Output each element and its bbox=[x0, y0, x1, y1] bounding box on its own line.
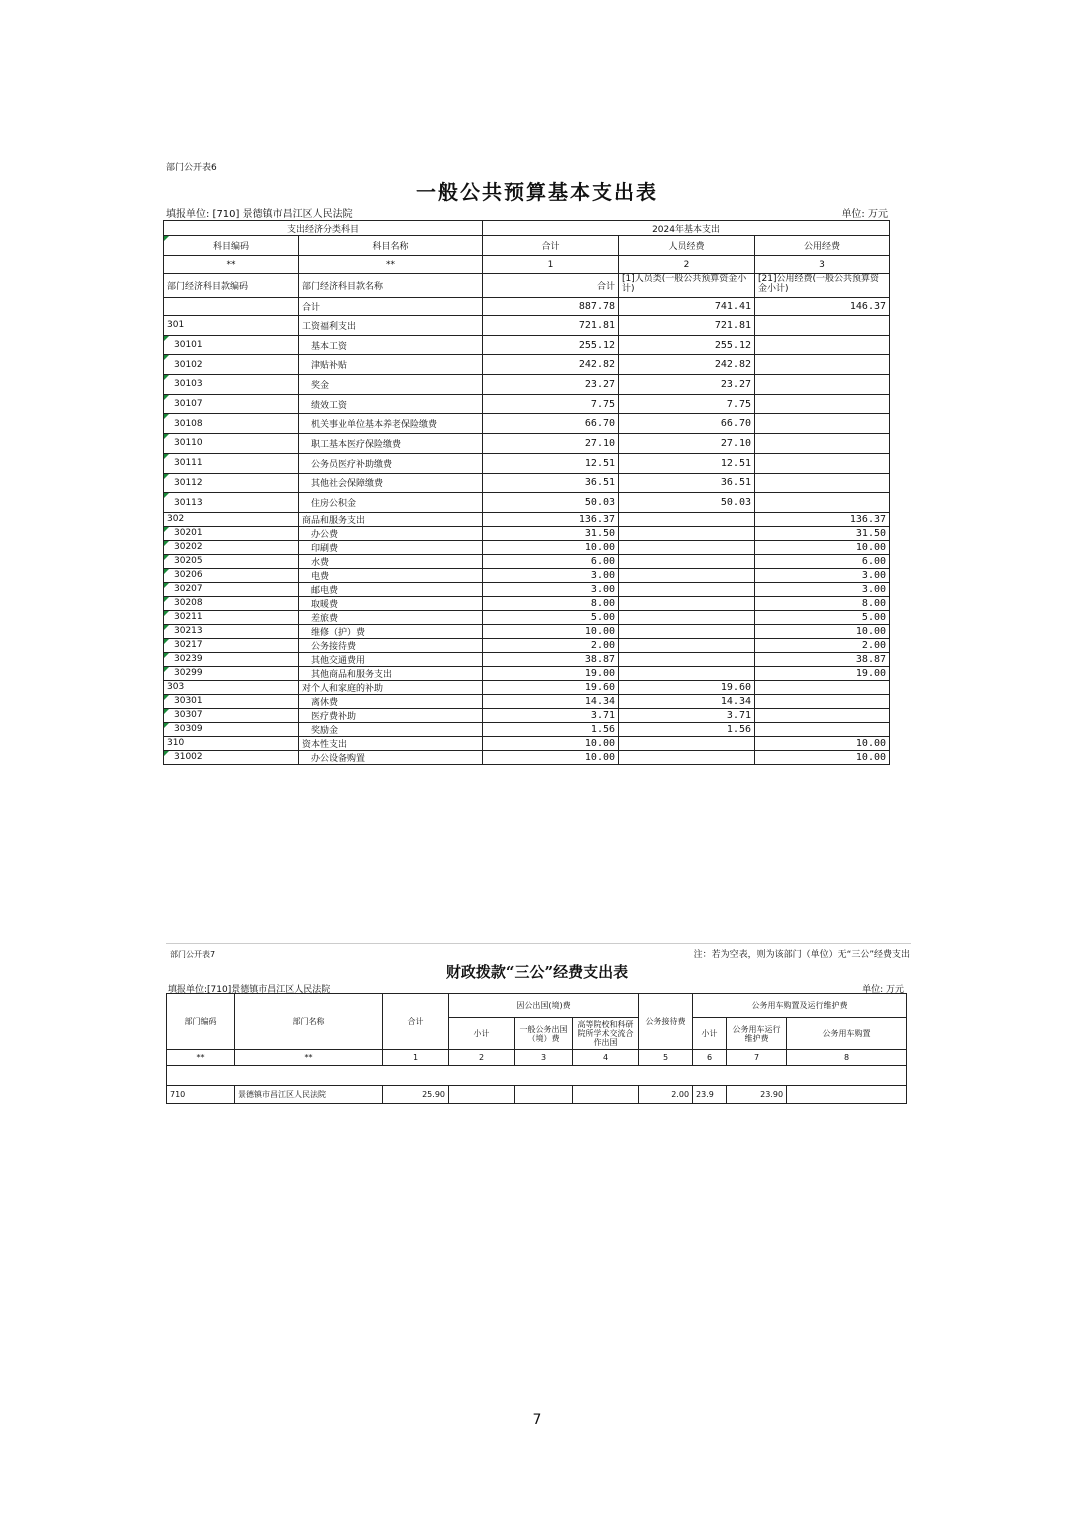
table-row bbox=[164, 453, 890, 473]
t6-cell-personnel: 19.60 bbox=[619, 680, 755, 694]
t6-cell-public: 31.50 bbox=[755, 526, 890, 540]
table-row bbox=[164, 610, 890, 624]
t6-h-total: 合计 bbox=[483, 236, 619, 256]
t6-cell-code: 30111 bbox=[164, 453, 299, 473]
table7-unit: 单位: 万元 bbox=[862, 985, 904, 995]
table-row bbox=[164, 512, 890, 526]
t6-header-right: 2024年基本支出 bbox=[483, 221, 890, 236]
t6-cell-personnel: 66.70 bbox=[619, 414, 755, 434]
t6-cell-personnel: 36.51 bbox=[619, 473, 755, 493]
t7-blank-row bbox=[167, 1066, 907, 1086]
t6-cell-code: 30213 bbox=[164, 624, 299, 638]
table-row bbox=[164, 434, 890, 454]
t6-cell-total: 10.00 bbox=[483, 624, 619, 638]
t7-idx: 6 bbox=[693, 1050, 727, 1066]
t6-cell-total: 31.50 bbox=[483, 526, 619, 540]
t6-cell-public: 6.00 bbox=[755, 554, 890, 568]
t6-cell-name: 办公设备购置 bbox=[299, 750, 483, 764]
t7-vehicle-sub: 23.9 bbox=[693, 1086, 727, 1104]
table-row bbox=[164, 638, 890, 652]
t6-cell-personnel bbox=[619, 596, 755, 610]
table-row bbox=[164, 652, 890, 666]
table7-note: 注：若为空表，则为该部门（单位）无“三公”经费支出 bbox=[693, 950, 910, 960]
t6-cell-name: 合计 bbox=[299, 298, 483, 316]
t6-cell-total: 887.78 bbox=[483, 298, 619, 316]
t6-cell-personnel: 7.75 bbox=[619, 394, 755, 414]
t6-cell-public bbox=[755, 394, 890, 414]
t6-cell-code: 30202 bbox=[164, 540, 299, 554]
table-row bbox=[164, 473, 890, 493]
t6-cell-public: 136.37 bbox=[755, 512, 890, 526]
table-row bbox=[164, 708, 890, 722]
t6-cell-name: 工资福利支出 bbox=[299, 316, 483, 336]
t6-cell-total: 10.00 bbox=[483, 736, 619, 750]
t6-cell-total: 19.00 bbox=[483, 666, 619, 680]
table7-unit-org: 填报单位:[710]景德镇市昌江区人民法院 bbox=[168, 985, 331, 995]
t6-cell-total: 23.27 bbox=[483, 375, 619, 395]
t6-cell-code: 30299 bbox=[164, 666, 299, 680]
t6-cell-total: 38.87 bbox=[483, 652, 619, 666]
t6-cell-code: 30206 bbox=[164, 568, 299, 582]
t6-cell-name: 离休费 bbox=[299, 694, 483, 708]
t7-h-code: 部门编码 bbox=[167, 994, 235, 1050]
t6-cell-name: 电费 bbox=[299, 568, 483, 582]
table-row bbox=[164, 568, 890, 582]
t6-cell-name: 维修（护）费 bbox=[299, 624, 483, 638]
t6-cell-personnel bbox=[619, 554, 755, 568]
t6-cell-name: 水费 bbox=[299, 554, 483, 568]
t6-cell-personnel bbox=[619, 512, 755, 526]
table6-label: 部门公开表6 bbox=[166, 163, 217, 173]
t6-cell-code: 30211 bbox=[164, 610, 299, 624]
t6-cell-code: 30112 bbox=[164, 473, 299, 493]
table-row bbox=[164, 375, 890, 395]
t6-cell-total: 66.70 bbox=[483, 414, 619, 434]
t7-h-abroad: 因公出国(境)费 bbox=[449, 994, 639, 1018]
table7-label: 部门公开表7 bbox=[170, 950, 216, 959]
t6-cell-public bbox=[755, 680, 890, 694]
t7-h-total: 合计 bbox=[383, 994, 449, 1050]
t6-cell-total: 10.00 bbox=[483, 750, 619, 764]
t6-cell-personnel bbox=[619, 610, 755, 624]
t6-cell-total: 2.00 bbox=[483, 638, 619, 652]
t7-name: 景德镇市昌江区人民法院 bbox=[235, 1086, 383, 1104]
t7-h-abroad-general: 一般公务出国（境）费 bbox=[515, 1018, 573, 1050]
t6-cell-public: 10.00 bbox=[755, 624, 890, 638]
t6-cell-code: 30110 bbox=[164, 434, 299, 454]
t6-col-name-label: 部门经济科目款名称 bbox=[299, 274, 483, 298]
t6-cell-public: 8.00 bbox=[755, 596, 890, 610]
t6-cell-total: 36.51 bbox=[483, 473, 619, 493]
t6-cell-name: 奖励金 bbox=[299, 722, 483, 736]
t6-cell-personnel bbox=[619, 624, 755, 638]
t6-cell-personnel: 12.51 bbox=[619, 453, 755, 473]
t6-cell-name: 其他商品和服务支出 bbox=[299, 666, 483, 680]
t6-cell-public: 146.37 bbox=[755, 298, 890, 316]
table6-title: 一般公共预算基本支出表 bbox=[416, 180, 658, 204]
table-row bbox=[164, 750, 890, 764]
t6-cell-code: 30113 bbox=[164, 493, 299, 513]
table6-unit-org: 填报单位: [710] 景德镇市昌江区人民法院 bbox=[166, 209, 353, 220]
t6-cell-personnel: 23.27 bbox=[619, 375, 755, 395]
t6-cell-name: 资本性支出 bbox=[299, 736, 483, 750]
t6-cell-public bbox=[755, 708, 890, 722]
t6-cell-total: 7.75 bbox=[483, 394, 619, 414]
t6-cell-name: 商品和服务支出 bbox=[299, 512, 483, 526]
t6-cell-total: 3.71 bbox=[483, 708, 619, 722]
t6-cell-personnel bbox=[619, 750, 755, 764]
t7-total: 25.90 bbox=[383, 1086, 449, 1104]
table7 bbox=[166, 993, 907, 1104]
table7-title: 财政拨款“三公”经费支出表 bbox=[445, 963, 629, 981]
t6-cell-personnel: 255.12 bbox=[619, 335, 755, 355]
t6-cell-code: 30309 bbox=[164, 722, 299, 736]
t6-cell-public: 19.00 bbox=[755, 666, 890, 680]
t6-cell-personnel: 3.71 bbox=[619, 708, 755, 722]
t6-cell-name: 绩效工资 bbox=[299, 394, 483, 414]
t6-cell-personnel bbox=[619, 526, 755, 540]
t6-cell-name: 差旅费 bbox=[299, 610, 483, 624]
t6-cell-code: 303 bbox=[164, 680, 299, 694]
t6-cell-public: 3.00 bbox=[755, 582, 890, 596]
t7-abroad-general bbox=[515, 1086, 573, 1104]
t6-cell-total: 3.00 bbox=[483, 568, 619, 582]
t7-h-name: 部门名称 bbox=[235, 994, 383, 1050]
t6-cell-code: 30108 bbox=[164, 414, 299, 434]
t6-cell-name: 机关事业单位基本养老保险缴费 bbox=[299, 414, 483, 434]
t7-abroad-academic bbox=[573, 1086, 639, 1104]
t6-col-code-label: 部门经济科目款编码 bbox=[164, 274, 299, 298]
table-row bbox=[164, 680, 890, 694]
t6-cell-total: 6.00 bbox=[483, 554, 619, 568]
t6-cell-public: 10.00 bbox=[755, 750, 890, 764]
t6-cell-code: 30101 bbox=[164, 335, 299, 355]
t6-cell-name: 公务接待费 bbox=[299, 638, 483, 652]
t6-cell-total: 10.00 bbox=[483, 540, 619, 554]
t6-cell-personnel: 242.82 bbox=[619, 355, 755, 375]
table-row bbox=[164, 582, 890, 596]
t6-h-code: 科目编码 bbox=[164, 236, 299, 256]
table-row bbox=[164, 596, 890, 610]
t6-cell-code: 30217 bbox=[164, 638, 299, 652]
t7-code: 710 bbox=[167, 1086, 235, 1104]
t6-cell-public bbox=[755, 493, 890, 513]
t7-idx: 8 bbox=[787, 1050, 907, 1066]
table-row bbox=[164, 736, 890, 750]
t6-cell-code: 30201 bbox=[164, 526, 299, 540]
divider bbox=[166, 943, 911, 944]
t7-h-abroad-sub: 小计 bbox=[449, 1018, 515, 1050]
t7-data-row bbox=[167, 1086, 907, 1104]
t6-cell-public bbox=[755, 335, 890, 355]
table6-unit: 单位: 万元 bbox=[841, 209, 888, 220]
t6-cell-code: 30103 bbox=[164, 375, 299, 395]
t7-idx: 1 bbox=[383, 1050, 449, 1066]
t6-cell-public bbox=[755, 453, 890, 473]
t6-cell-public bbox=[755, 375, 890, 395]
t6-cell-total: 136.37 bbox=[483, 512, 619, 526]
t6-cell-public: 2.00 bbox=[755, 638, 890, 652]
t7-idx: 2 bbox=[449, 1050, 515, 1066]
t6-col-personnel-label: [1]人员类(一般公共预算资金小计) bbox=[619, 274, 755, 298]
t6-cell-personnel: 14.34 bbox=[619, 694, 755, 708]
t6-cell-name: 取暖费 bbox=[299, 596, 483, 610]
t6-cell-personnel: 721.81 bbox=[619, 316, 755, 336]
t6-cell-code: 30301 bbox=[164, 694, 299, 708]
t6-cell-code: 302 bbox=[164, 512, 299, 526]
t6-cell-code: 30107 bbox=[164, 394, 299, 414]
t6-cell-public bbox=[755, 355, 890, 375]
t6-cell-personnel bbox=[619, 582, 755, 596]
t6-cell-name: 职工基本医疗保险缴费 bbox=[299, 434, 483, 454]
t6-cell-name: 印刷费 bbox=[299, 540, 483, 554]
t6-cell-personnel bbox=[619, 736, 755, 750]
t6-cell-public bbox=[755, 316, 890, 336]
t6-cell-code: 30208 bbox=[164, 596, 299, 610]
t6-cell-total: 242.82 bbox=[483, 355, 619, 375]
t6-cell-public: 10.00 bbox=[755, 736, 890, 750]
t6-cell-personnel: 27.10 bbox=[619, 434, 755, 454]
table-row bbox=[164, 298, 890, 316]
t7-idx: 3 bbox=[515, 1050, 573, 1066]
t6-cell-code: 310 bbox=[164, 736, 299, 750]
t6-cell-public: 5.00 bbox=[755, 610, 890, 624]
t6-cell-total: 19.60 bbox=[483, 680, 619, 694]
t7-idx: 5 bbox=[639, 1050, 693, 1066]
table-row bbox=[164, 540, 890, 554]
t6-idx: 3 bbox=[755, 256, 890, 274]
t6-cell-public bbox=[755, 722, 890, 736]
t6-cell-name: 其他交通费用 bbox=[299, 652, 483, 666]
t6-cell-personnel bbox=[619, 638, 755, 652]
t7-idx: 4 bbox=[573, 1050, 639, 1066]
t6-h-name: 科目名称 bbox=[299, 236, 483, 256]
table-row bbox=[164, 722, 890, 736]
t6-cell-code: 30307 bbox=[164, 708, 299, 722]
t6-cell-total: 27.10 bbox=[483, 434, 619, 454]
table-row bbox=[164, 694, 890, 708]
t7-h-abroad-academic: 高等院校和科研院所学术交流合作出国 bbox=[573, 1018, 639, 1050]
t6-cell-public bbox=[755, 434, 890, 454]
t6-cell-name: 其他社会保障缴费 bbox=[299, 473, 483, 493]
table-row bbox=[164, 493, 890, 513]
t6-cell-name: 住房公积金 bbox=[299, 493, 483, 513]
t6-cell-total: 1.56 bbox=[483, 722, 619, 736]
table-row bbox=[164, 666, 890, 680]
t6-cell-personnel: 741.41 bbox=[619, 298, 755, 316]
t6-cell-total: 14.34 bbox=[483, 694, 619, 708]
t6-cell-total: 12.51 bbox=[483, 453, 619, 473]
t6-cell-code: 30102 bbox=[164, 355, 299, 375]
t6-h-personnel: 人员经费 bbox=[619, 236, 755, 256]
table6 bbox=[163, 220, 890, 765]
t6-idx: ** bbox=[164, 256, 299, 274]
t6-idx: ** bbox=[299, 256, 483, 274]
t7-h-vehicle-sub: 小计 bbox=[693, 1018, 727, 1050]
t7-idx: ** bbox=[167, 1050, 235, 1066]
t7-h-reception: 公务接待费 bbox=[639, 994, 693, 1050]
t6-cell-total: 50.03 bbox=[483, 493, 619, 513]
t6-cell-public bbox=[755, 414, 890, 434]
t6-cell-public bbox=[755, 473, 890, 493]
t6-cell-total: 8.00 bbox=[483, 596, 619, 610]
t6-h-public: 公用经费 bbox=[755, 236, 890, 256]
t6-cell-name: 邮电费 bbox=[299, 582, 483, 596]
t7-abroad-sub bbox=[449, 1086, 515, 1104]
t6-cell-public: 38.87 bbox=[755, 652, 890, 666]
t6-cell-total: 255.12 bbox=[483, 335, 619, 355]
t6-cell-personnel bbox=[619, 568, 755, 582]
table-row bbox=[164, 335, 890, 355]
t6-cell-public bbox=[755, 694, 890, 708]
page-number: 7 bbox=[532, 1412, 542, 1428]
t6-cell-total: 3.00 bbox=[483, 582, 619, 596]
table-row bbox=[164, 554, 890, 568]
t6-cell-code: 30239 bbox=[164, 652, 299, 666]
t6-cell-code: 31002 bbox=[164, 750, 299, 764]
t6-idx: 1 bbox=[483, 256, 619, 274]
t6-cell-personnel bbox=[619, 666, 755, 680]
t6-cell-name: 医疗费补助 bbox=[299, 708, 483, 722]
table-row bbox=[164, 624, 890, 638]
t7-idx: 7 bbox=[727, 1050, 787, 1066]
t6-col-public-label: [21]公用经费(一般公共预算资金小计) bbox=[755, 274, 890, 298]
t6-cell-name: 津贴补贴 bbox=[299, 355, 483, 375]
t6-cell-code bbox=[164, 298, 299, 316]
table-row bbox=[164, 414, 890, 434]
t6-cell-personnel: 50.03 bbox=[619, 493, 755, 513]
t6-cell-total: 5.00 bbox=[483, 610, 619, 624]
t7-h-vehicle-buy: 公务用车购置 bbox=[787, 1018, 907, 1050]
t6-cell-code: 301 bbox=[164, 316, 299, 336]
t6-idx: 2 bbox=[619, 256, 755, 274]
t6-cell-name: 基本工资 bbox=[299, 335, 483, 355]
table-row bbox=[164, 316, 890, 336]
table-row bbox=[164, 394, 890, 414]
t7-h-vehicle: 公务用车购置及运行维护费 bbox=[693, 994, 907, 1018]
t6-cell-code: 30205 bbox=[164, 554, 299, 568]
table-row bbox=[164, 526, 890, 540]
t6-cell-name: 对个人和家庭的补助 bbox=[299, 680, 483, 694]
t6-cell-public: 3.00 bbox=[755, 568, 890, 582]
t6-cell-public: 10.00 bbox=[755, 540, 890, 554]
t6-cell-name: 公务员医疗补助缴费 bbox=[299, 453, 483, 473]
t6-cell-name: 奖金 bbox=[299, 375, 483, 395]
t6-col-total-label: 合计 bbox=[483, 274, 619, 298]
t6-header-left: 支出经济分类科目 bbox=[164, 221, 483, 236]
t6-cell-personnel bbox=[619, 540, 755, 554]
t7-h-vehicle-run: 公务用车运行维护费 bbox=[727, 1018, 787, 1050]
t6-cell-total: 721.81 bbox=[483, 316, 619, 336]
t7-vehicle-buy bbox=[787, 1086, 907, 1104]
t7-reception: 2.00 bbox=[639, 1086, 693, 1104]
t6-cell-personnel: 1.56 bbox=[619, 722, 755, 736]
t7-idx: ** bbox=[235, 1050, 383, 1066]
t6-cell-name: 办公费 bbox=[299, 526, 483, 540]
t7-vehicle-run: 23.90 bbox=[727, 1086, 787, 1104]
t6-cell-personnel bbox=[619, 652, 755, 666]
table-row bbox=[164, 355, 890, 375]
t6-cell-code: 30207 bbox=[164, 582, 299, 596]
